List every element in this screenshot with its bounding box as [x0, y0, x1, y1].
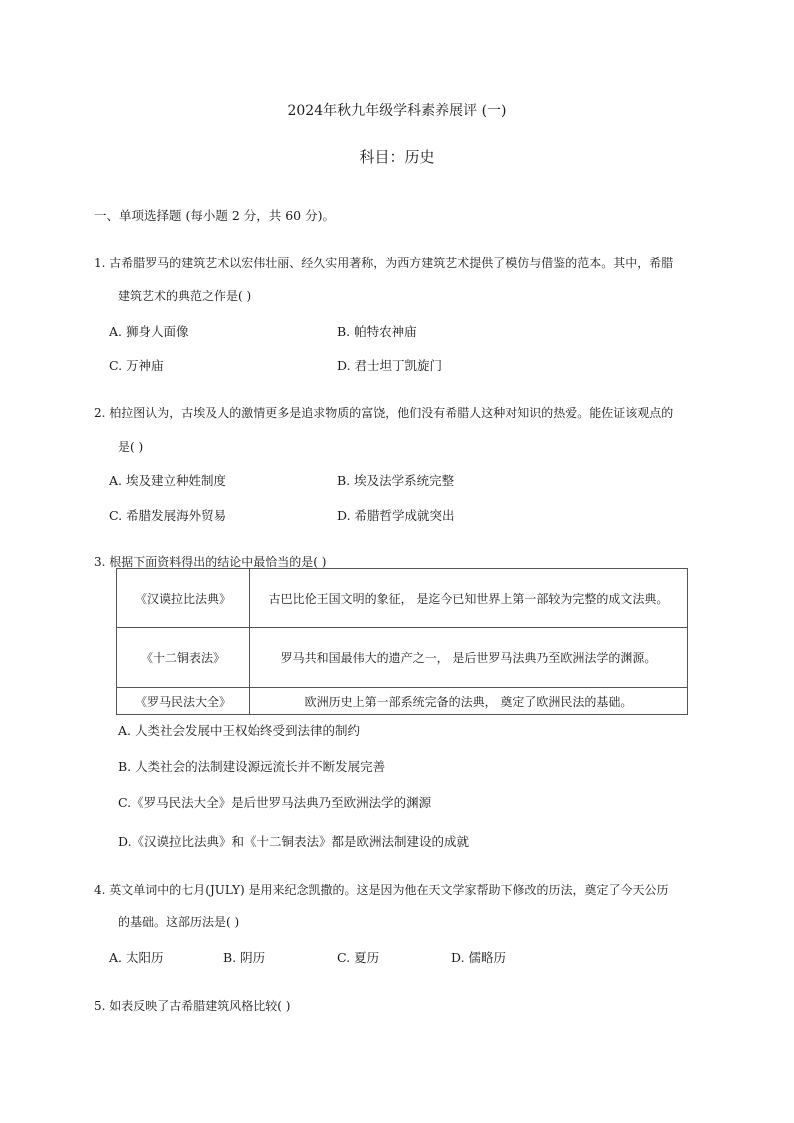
section-heading: 一、单项选择题 (每小题 2 分，共 60 分)。: [94, 208, 335, 223]
question-2-option-d: D. 希腊哲学成就突出: [337, 508, 455, 523]
question-2-text: 2. 柏拉图认为，古埃及人的激情更多是追求物质的富饶，他们没有希腊人这种对知识的热爱。能佐证该观点的: [94, 406, 674, 420]
law-desc-cell: 欧洲历史上第一部系统完备的法典， 奠定了欧洲民法的基础。: [250, 688, 688, 715]
law-name-cell: 《汉谟拉比法典》: [117, 569, 250, 628]
question-3-option-d: D.《汉谟拉比法典》和《十二铜表法》都是欧洲法制建设的成就: [118, 834, 470, 849]
law-name-cell: 《十二铜表法》: [117, 628, 250, 688]
question-3-text: 3. 根据下面资料得出的结论中最恰当的是( ): [94, 555, 327, 569]
question-1-text-cont: 建筑艺术的典范之作是( ): [118, 289, 252, 303]
exam-title: 2024年秋九年级学科素养展评 (一): [287, 103, 507, 119]
table-row: [117, 569, 688, 628]
question-1-option-b: B. 帕特农神庙: [337, 324, 417, 339]
question-2-option-b: B. 埃及法学系统完整: [337, 473, 455, 488]
question-4-option-b: B. 阴历: [223, 950, 266, 965]
table-row: [117, 628, 688, 688]
question-1-text: 1. 古希腊罗马的建筑艺术以宏伟壮丽、经久实用著称，为西方建筑艺术提供了模仿与借鉴的范本。其中，希腊: [94, 256, 674, 270]
question-2-text-cont: 是( ): [118, 440, 144, 454]
law-name-cell: 《罗马民法大全》: [117, 688, 250, 715]
question-4-option-a: A. 太阳历: [109, 950, 164, 965]
law-table: [116, 568, 688, 715]
question-3-option-c: C.《罗马民法大全》是后世罗马法典乃至欧洲法学的渊源: [118, 795, 432, 810]
question-4-option-d: D. 儒略历: [451, 950, 507, 965]
question-4-text: 4. 英文单词中的七月(JULY) 是用来纪念凯撒的。这是因为他在天文学家帮助下修改的历法，奠定了今天公历: [94, 883, 669, 897]
law-desc-cell: 古巴比伦王国文明的象征， 是迄今已知世界上第一部较为完整的成文法典。: [250, 569, 688, 628]
question-1-option-a: A. 狮身人面像: [109, 324, 189, 339]
question-1-option-d: D. 君士坦丁凯旋门: [337, 358, 443, 373]
law-desc-cell: 罗马共和国最伟大的遗产之一， 是后世罗马法典乃至欧洲法学的渊源。: [250, 628, 688, 688]
question-4-text-cont: 的基础。这部历法是( ): [118, 915, 240, 929]
question-3-option-a: A. 人类社会发展中王权始终受到法律的制约: [118, 723, 360, 738]
subject-heading: 科目：历史: [359, 148, 435, 166]
question-5-text: 5. 如表反映了古希腊建筑风格比较( ): [94, 999, 291, 1013]
question-4-option-c: C. 夏历: [337, 950, 380, 965]
question-2-option-c: C. 希腊发展海外贸易: [109, 508, 227, 523]
question-3-option-b: B. 人类社会的法制建设源远流长并不断发展完善: [118, 759, 386, 774]
question-2-option-a: A. 埃及建立种姓制度: [109, 473, 226, 488]
question-1-option-c: C. 万神庙: [109, 358, 164, 373]
table-row: [117, 688, 688, 715]
